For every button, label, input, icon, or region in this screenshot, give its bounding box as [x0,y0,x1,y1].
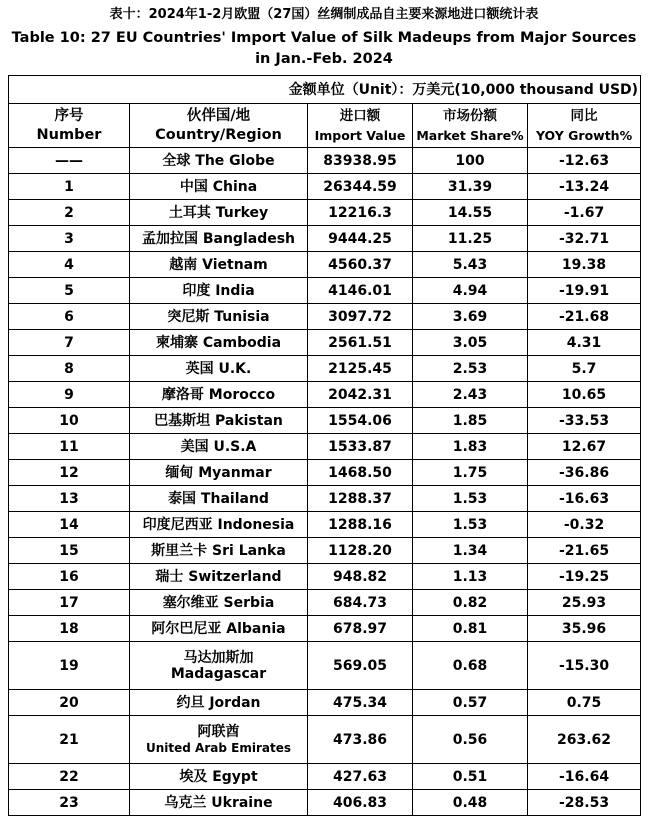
row-import-value: 4560.37 [308,252,413,278]
row-market-share: 1.83 [413,434,528,460]
header-yoy-growth [528,104,641,148]
row-number: 22 [9,764,130,790]
table-row [9,174,641,200]
row-market-share: 1.75 [413,460,528,486]
row-import-value: 1468.50 [308,460,413,486]
row-number: 9 [9,382,130,408]
row-yoy-growth: 25.93 [528,590,641,616]
header-country [130,104,308,148]
unit-label: 金额单位（Unit）：万美元(10,000 thousand USD) [9,76,641,104]
row-country: 中国 China [130,174,308,200]
row-country: 英国 U.K. [130,356,308,382]
row-market-share: 14.55 [413,200,528,226]
row-market-share: 11.25 [413,226,528,252]
row-yoy-growth: -21.68 [528,304,641,330]
row-yoy-growth: -13.24 [528,174,641,200]
row-country: 斯里兰卡 Sri Lanka [130,538,308,564]
row-yoy-growth: -32.71 [528,226,641,252]
row-country: 缅甸 Myanmar [130,460,308,486]
table-title-en-line2: in Jan.-Feb. 2024 [255,51,393,67]
row-country: 美国 U.S.A [130,434,308,460]
table-row [9,564,641,590]
row-market-share: 31.39 [413,174,528,200]
row-number: 4 [9,252,130,278]
row-country [130,716,308,764]
row-yoy-growth: -19.91 [528,278,641,304]
row-market-share: 5.43 [413,252,528,278]
table-row [9,200,641,226]
row-country: 摩洛哥 Morocco [130,382,308,408]
table-title-zh: 表十：2024年1-2月欧盟（27国）丝绸制成品自主要来源地进口额统计表 [109,7,539,22]
header-row [9,104,641,148]
row-market-share: 1.34 [413,538,528,564]
row-market-share: 4.94 [413,278,528,304]
table-row [9,690,641,716]
row-import-value: 2125.45 [308,356,413,382]
row-import-value: 427.63 [308,764,413,790]
header-import-value-en: Import Value [314,127,406,143]
row-yoy-growth: -12.63 [528,148,641,174]
row-import-value: 569.05 [308,642,413,690]
row-yoy-growth: 12.67 [528,434,641,460]
row-import-value: 473.86 [308,716,413,764]
row-number: 2 [9,200,130,226]
row-number: —— [9,148,130,174]
row-country: 印度 India [130,278,308,304]
row-market-share: 1.53 [413,512,528,538]
row-market-share: 0.82 [413,590,528,616]
row-country-zh: 阿联酋 [197,723,240,740]
row-yoy-growth: -0.32 [528,512,641,538]
header-import-value [308,104,413,148]
import-value-table [8,75,641,816]
row-country: 阿尔巴尼亚 Albania [130,616,308,642]
row-country: 约旦 Jordan [130,690,308,716]
table-row [9,434,641,460]
row-number: 16 [9,564,130,590]
row-import-value: 1128.20 [308,538,413,564]
row-number: 3 [9,226,130,252]
row-number: 11 [9,434,130,460]
row-import-value: 1288.37 [308,486,413,512]
row-number: 13 [9,486,130,512]
row-yoy-growth: -36.86 [528,460,641,486]
row-import-value: 2561.51 [308,330,413,356]
row-number: 20 [9,690,130,716]
row-market-share: 0.57 [413,690,528,716]
table-row [9,616,641,642]
row-number: 7 [9,330,130,356]
row-country: 巴基斯坦 Pakistan [130,408,308,434]
row-number: 15 [9,538,130,564]
row-country: 土耳其 Turkey [130,200,308,226]
row-yoy-growth: 4.31 [528,330,641,356]
row-market-share: 2.53 [413,356,528,382]
row-yoy-growth: -33.53 [528,408,641,434]
row-yoy-growth: -21.65 [528,538,641,564]
row-market-share: 0.68 [413,642,528,690]
row-yoy-growth: 5.7 [528,356,641,382]
row-number: 14 [9,512,130,538]
row-country: 全球 The Globe [130,148,308,174]
row-country: 乌克兰 Ukraine [130,790,308,816]
row-import-value: 3097.72 [308,304,413,330]
table-row [9,642,641,690]
row-market-share: 0.81 [413,616,528,642]
header-yoy-growth-zh: 同比 [570,107,598,124]
row-number: 8 [9,356,130,382]
row-yoy-growth: -19.25 [528,564,641,590]
row-import-value: 1554.06 [308,408,413,434]
table-row [9,382,641,408]
header-import-value-zh: 进口额 [339,107,381,124]
row-country-en: Madagascar [170,665,267,682]
table-row [9,716,641,764]
row-country-zh: 马达加斯加 [183,649,254,666]
row-market-share: 3.05 [413,330,528,356]
header-market-share-zh: 市场份额 [443,107,497,124]
header-country-zh: 伙伴国/地 [186,107,251,124]
row-country: 泰国 Thailand [130,486,308,512]
row-yoy-growth: 10.65 [528,382,641,408]
row-market-share: 0.51 [413,764,528,790]
header-market-share [413,104,528,148]
row-import-value: 678.97 [308,616,413,642]
row-country: 孟加拉国 Bangladesh [130,226,308,252]
row-import-value: 684.73 [308,590,413,616]
row-import-value: 4146.01 [308,278,413,304]
row-yoy-growth: -1.67 [528,200,641,226]
table-row [9,278,641,304]
header-yoy-growth-en: YOY Growth% [535,127,633,143]
row-yoy-growth: -15.30 [528,642,641,690]
row-country: 埃及 Egypt [130,764,308,790]
row-import-value: 1288.16 [308,512,413,538]
header-country-en: Country/Region [155,126,282,143]
row-import-value: 948.82 [308,564,413,590]
row-number: 18 [9,616,130,642]
row-yoy-growth: -16.63 [528,486,641,512]
row-number: 23 [9,790,130,816]
table-row [9,764,641,790]
row-market-share: 2.43 [413,382,528,408]
header-number [9,104,130,148]
row-market-share: 0.48 [413,790,528,816]
table-row [9,790,641,816]
row-number: 10 [9,408,130,434]
row-country: 塞尔维亚 Serbia [130,590,308,616]
table-row [9,460,641,486]
row-number: 21 [9,716,130,764]
row-import-value: 26344.59 [308,174,413,200]
row-country-en: United Arab Emirates [146,740,291,755]
row-country: 越南 Vietnam [130,252,308,278]
row-yoy-growth: -28.53 [528,790,641,816]
table-row [9,512,641,538]
row-market-share: 3.69 [413,304,528,330]
row-yoy-growth: 35.96 [528,616,641,642]
row-market-share: 1.53 [413,486,528,512]
table-row [9,486,641,512]
row-import-value: 83938.95 [308,148,413,174]
row-country: 柬埔寨 Cambodia [130,330,308,356]
row-import-value: 475.34 [308,690,413,716]
row-market-share: 0.56 [413,716,528,764]
row-yoy-growth: 19.38 [528,252,641,278]
unit-row [9,76,641,104]
row-number: 17 [9,590,130,616]
row-yoy-growth: 0.75 [528,690,641,716]
row-country: 瑞士 Switzerland [130,564,308,590]
header-number-zh: 序号 [54,107,84,124]
table-row [9,356,641,382]
header-number-en: Number [36,126,102,143]
row-country [130,642,308,690]
table-row [9,148,641,174]
table-row [9,408,641,434]
table-title-en-line1: Table 10: 27 EU Countries' Import Value of Silk Madeups from Major Sources [11,30,637,46]
row-yoy-growth: -16.64 [528,764,641,790]
row-import-value: 9444.25 [308,226,413,252]
row-country: 突尼斯 Tunisia [130,304,308,330]
row-number: 1 [9,174,130,200]
row-import-value: 2042.31 [308,382,413,408]
table-row [9,330,641,356]
row-import-value: 1533.87 [308,434,413,460]
row-market-share: 1.85 [413,408,528,434]
row-import-value: 406.83 [308,790,413,816]
table-row [9,590,641,616]
row-number: 12 [9,460,130,486]
header-market-share-en: Market Share% [416,127,524,143]
row-number: 5 [9,278,130,304]
row-country: 印度尼西亚 Indonesia [130,512,308,538]
table-row [9,304,641,330]
row-import-value: 12216.3 [308,200,413,226]
table-row [9,538,641,564]
row-market-share: 100 [413,148,528,174]
row-number: 19 [9,642,130,690]
row-yoy-growth: 263.62 [528,716,641,764]
row-number: 6 [9,304,130,330]
table-row [9,252,641,278]
row-market-share: 1.13 [413,564,528,590]
table-row [9,226,641,252]
